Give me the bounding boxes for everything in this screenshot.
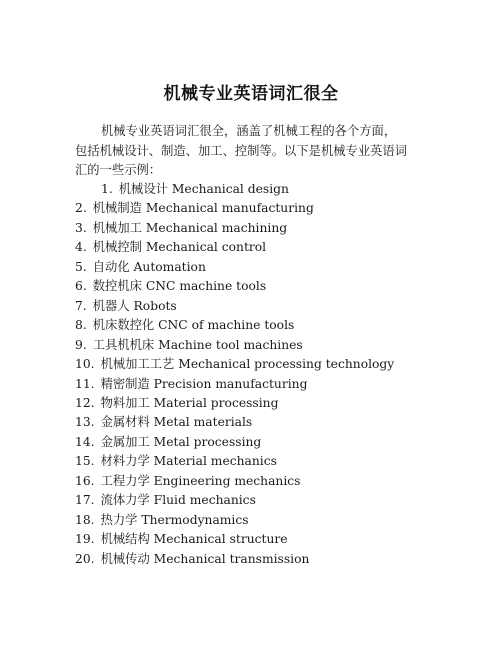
list-item-number: 11. — [75, 376, 95, 391]
list-item-text: 机械控制 Mechanical control — [92, 240, 267, 255]
list-item-number: 12. — [75, 395, 95, 410]
intro-line: 包括机械设计、制造、加工、控制等。以下是机械专业英语词 — [75, 143, 408, 158]
list-item-text: 金属加工 Metal processing — [100, 434, 262, 449]
list-item — [75, 258, 394, 277]
list-item — [75, 530, 394, 549]
list-item — [75, 336, 394, 355]
list-item — [75, 375, 394, 394]
intro-line: 汇的一些示例： — [75, 163, 162, 177]
list-item — [75, 219, 394, 238]
list-item — [75, 491, 394, 510]
intro-paragraph — [75, 122, 445, 181]
list-item — [75, 297, 394, 316]
list-item-text: 机械加工工艺 Mechanical processing technology — [100, 357, 395, 372]
list-item-number: 7. — [75, 298, 87, 313]
list-item — [75, 316, 394, 335]
list-item-number: 17. — [75, 493, 95, 508]
list-item-number: 8. — [75, 318, 87, 333]
list-item — [75, 199, 394, 218]
list-item-text: 流体力学 Fluid mechanics — [100, 493, 256, 508]
list-item-text: 物料加工 Material processing — [100, 395, 279, 410]
list-item-number: 15. — [75, 454, 95, 469]
list-item-text: 机床数控化 CNC of machine tools — [92, 318, 295, 333]
list-item-text: 工程力学 Engineering mechanics — [100, 473, 301, 488]
list-item — [75, 452, 394, 471]
vocabulary-list — [75, 180, 394, 569]
list-item-text: 机械制造 Mechanical manufacturing — [92, 201, 314, 216]
list-item-number: 18. — [75, 512, 95, 527]
list-item-number: 9. — [75, 337, 87, 352]
document-title: 机械专业英语词汇很全 — [163, 84, 339, 104]
list-item-text: 材料力学 Material mechanics — [100, 454, 277, 469]
list-item — [75, 413, 394, 432]
list-item-text: 机器人 Robots — [92, 298, 177, 313]
list-item-number: 16. — [75, 473, 95, 488]
list-item — [75, 277, 394, 296]
list-item-number: 4. — [75, 240, 87, 255]
list-item-number: 14. — [75, 434, 95, 449]
list-item-number: 10. — [75, 357, 95, 372]
list-item-text: 自动化 Automation — [92, 259, 206, 274]
list-item — [75, 180, 394, 199]
list-item — [75, 550, 394, 569]
list-item-text: 数控机床 CNC machine tools — [92, 279, 267, 294]
intro-line: 机械专业英语词汇很全，涵盖了机械工程的各个方面， — [101, 124, 397, 138]
list-item — [75, 472, 394, 491]
list-item-text: 机械结构 Mechanical structure — [100, 532, 288, 547]
list-item-number: 19. — [75, 532, 95, 547]
list-item — [75, 511, 394, 530]
list-item-number: 6. — [75, 279, 87, 294]
list-item-number: 3. — [75, 220, 87, 235]
list-item — [75, 394, 394, 413]
list-item-number: 2. — [75, 201, 87, 216]
list-item — [75, 355, 394, 374]
list-item-text: 机械设计 Mechanical design — [118, 182, 289, 196]
list-item-number: 5. — [75, 259, 87, 274]
list-item-text: 机械传动 Mechanical transmission — [100, 551, 310, 566]
list-item-number: 1. — [101, 182, 113, 196]
list-item — [75, 433, 394, 452]
list-item-text: 工具机机床 Machine tool machines — [92, 337, 303, 352]
list-item-text: 金属材料 Metal materials — [100, 415, 253, 430]
list-item — [75, 238, 394, 257]
list-item-text: 机械加工 Mechanical machining — [92, 220, 288, 235]
list-item-number: 13. — [75, 415, 95, 430]
list-item-text: 热力学 Thermodynamics — [100, 512, 249, 527]
list-item-number: 20. — [75, 551, 95, 566]
list-item-text: 精密制造 Precision manufacturing — [100, 376, 308, 391]
